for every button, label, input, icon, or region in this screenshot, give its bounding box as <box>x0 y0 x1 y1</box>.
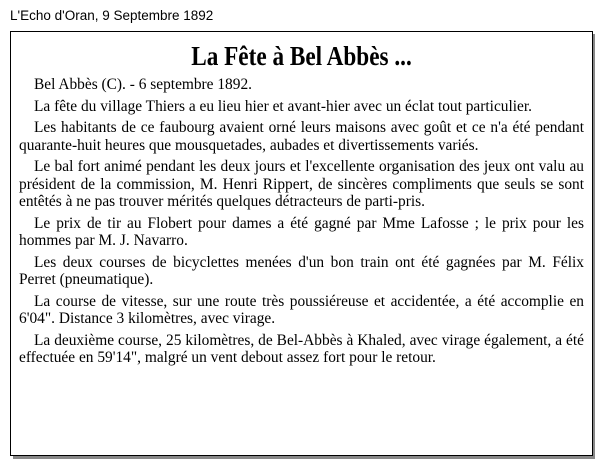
article-paragraph: Les deux courses de bicyclettes menées d'un bon train ont été gagnées par M. Félix Perret (pneumatique). <box>19 253 584 288</box>
article-frame <box>10 31 593 456</box>
article-title: La Fête à Bel Abbès ... <box>191 41 412 71</box>
article-paragraph: La deuxième course, 25 kilomètres, de Bel-Abbès à Khaled, avec virage également, a été effectuée en 59'14", malgré un vent debout assez fort pour le retour. <box>19 331 584 366</box>
article-body <box>11 76 592 367</box>
article-paragraph: Le bal fort animé pendant les deux jours et l'excellente organisation des jeux ont valu au président de la commission, M. Henri Rippert, de sincères compliments que seuls se sont entêtés à ne pas trouver mérités quelques détracteurs de parti-pris. <box>19 158 584 210</box>
source-citation: L'Echo d'Oran, 9 Septembre 1892 <box>10 8 214 23</box>
article-paragraph: La fête du village Thiers a eu lieu hier et avant-hier avec un éclat tout particulier. <box>34 97 532 115</box>
article-paragraph: La course de vitesse, sur une route très poussiéreuse et accidentée, a été accomplie en 6'04". Distance 3 kilomètres, avec virage. <box>19 292 584 327</box>
article-paragraph: Le prix de tir au Flobert pour dames a été gagné par Mme Lafosse ; le prix pour les hommes par M. J. Navarro. <box>19 214 584 249</box>
dateline: Bel Abbès (C). - 6 septembre 1892. <box>34 76 252 93</box>
article-paragraph: Les habitants de ce faubourg avaient orné leurs maisons avec goût et ce n'a été pendant quarante-huit heures que mousquetades, aubades et divertissements variés. <box>19 119 584 154</box>
